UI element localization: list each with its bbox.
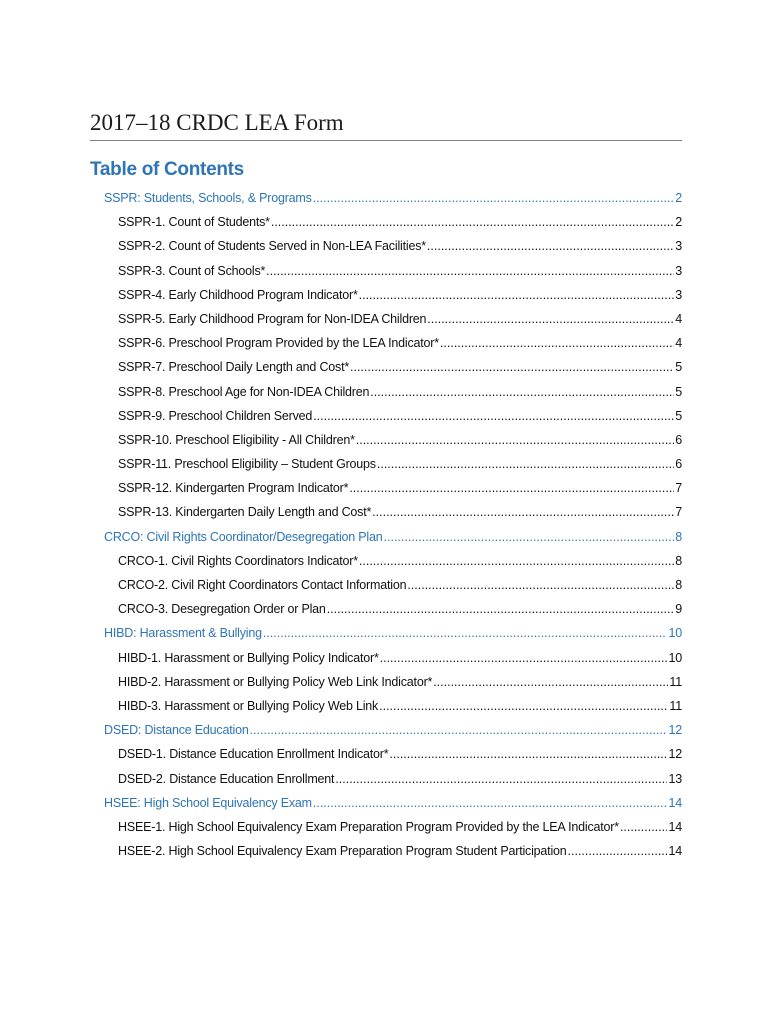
toc-dot-leader <box>370 385 674 399</box>
toc-page-number: 5 <box>675 384 682 399</box>
toc-entry-label: CRCO-1. Civil Rights Coordinators Indicator* <box>118 553 358 568</box>
toc-page-number: 8 <box>675 578 682 592</box>
toc-dot-leader <box>384 530 675 544</box>
toc-section-link[interactable] <box>90 723 682 747</box>
toc-dot-leader <box>440 336 674 350</box>
document-title: 2017–18 CRDC LEA Form <box>90 108 682 141</box>
toc-dot-leader <box>620 820 668 834</box>
toc-dot-leader <box>263 626 668 640</box>
toc-dot-leader <box>568 844 668 858</box>
toc-subsection-link[interactable] <box>90 360 682 384</box>
toc-dot-leader <box>372 505 674 519</box>
toc-entry-label: HSEE: High School Equivalency Exam <box>104 795 312 810</box>
toc-page-number: 14 <box>668 819 682 834</box>
toc-page-number: 14 <box>668 795 682 810</box>
toc-subsection-link[interactable] <box>90 409 682 433</box>
toc-subsection-link[interactable] <box>90 675 682 699</box>
toc-page-number: 10 <box>668 650 682 665</box>
toc-page-number: 4 <box>675 311 682 326</box>
toc-heading: Table of Contents <box>90 159 244 180</box>
toc-subsection-link[interactable] <box>90 578 682 602</box>
toc-section-link[interactable] <box>90 191 682 215</box>
toc-subsection-link[interactable] <box>90 312 682 336</box>
toc-subsection-link[interactable] <box>90 844 682 868</box>
document-page <box>90 108 682 868</box>
toc-dot-leader <box>389 747 667 761</box>
toc-subsection-link[interactable] <box>90 433 682 457</box>
toc-dot-leader <box>427 239 674 253</box>
toc-subsection-link[interactable] <box>90 602 682 626</box>
toc-page-number: 4 <box>675 336 682 351</box>
toc-entry-label: SSPR-5. Early Childhood Program for Non-IDEA Children <box>118 311 427 326</box>
toc-subsection-link[interactable] <box>90 385 682 409</box>
toc-page-number: 11 <box>669 698 682 713</box>
toc-entry-label: SSPR-12. Kindergarten Program Indicator* <box>118 481 349 496</box>
toc-list <box>90 191 682 868</box>
toc-dot-leader <box>271 215 674 229</box>
toc-subsection-link[interactable] <box>90 457 682 481</box>
toc-dot-leader <box>379 699 668 713</box>
toc-page-number: 7 <box>675 505 682 520</box>
toc-page-number: 6 <box>675 432 682 447</box>
toc-dot-leader <box>327 602 675 616</box>
toc-entry-label: HIBD-3. Harassment or Bullying Policy Web Link <box>118 698 379 713</box>
toc-page-number: 2 <box>675 191 682 205</box>
toc-dot-leader <box>266 264 674 278</box>
toc-subsection-link[interactable] <box>90 554 682 578</box>
toc-page-number: 13 <box>668 771 682 786</box>
toc-dot-leader <box>350 360 674 374</box>
toc-subsection-link[interactable] <box>90 772 682 796</box>
toc-page-number: 3 <box>675 239 682 254</box>
toc-section-link[interactable] <box>90 796 682 820</box>
toc-dot-leader <box>407 578 674 592</box>
toc-page-number: 2 <box>675 215 682 230</box>
toc-entry-label: CRCO-2. Civil Right Coordinators Contact Information <box>118 578 407 592</box>
toc-dot-leader <box>377 457 674 471</box>
toc-dot-leader <box>313 409 674 423</box>
toc-entry-label: SSPR-4. Early Childhood Program Indicator* <box>118 287 358 302</box>
toc-entry-label: SSPR-10. Preschool Eligibility - All Children* <box>118 432 355 447</box>
toc-entry-label: SSPR-3. Count of Schools* <box>118 263 266 278</box>
toc-entry-label: DSED-2. Distance Education Enrollment <box>118 771 335 786</box>
toc-page-number: 5 <box>675 408 682 423</box>
toc-subsection-link[interactable] <box>90 264 682 288</box>
toc-dot-leader <box>359 288 675 302</box>
toc-entry-label: SSPR-1. Count of Students* <box>118 215 270 230</box>
toc-entry-label: SSPR: Students, Schools, & Programs <box>104 191 312 205</box>
toc-page-number: 11 <box>669 674 682 689</box>
toc-page-number: 3 <box>675 263 682 278</box>
toc-subsection-link[interactable] <box>90 481 682 505</box>
toc-dot-leader <box>359 554 674 568</box>
toc-entry-label: SSPR-7. Preschool Daily Length and Cost* <box>118 360 350 375</box>
toc-entry-label: DSED: Distance Education <box>104 723 249 738</box>
toc-entry-label: SSPR-9. Preschool Children Served <box>118 408 313 423</box>
toc-subsection-link[interactable] <box>90 505 682 529</box>
toc-dot-leader <box>313 191 675 205</box>
toc-entry-label: HIBD-1. Harassment or Bullying Policy Indicator* <box>118 650 379 665</box>
toc-page-number: 9 <box>675 602 682 617</box>
toc-entry-label: SSPR-13. Kindergarten Daily Length and Cost* <box>118 505 372 520</box>
toc-subsection-link[interactable] <box>90 699 682 723</box>
toc-section-link[interactable] <box>90 626 682 650</box>
toc-page-number: 12 <box>668 747 682 762</box>
toc-entry-label: SSPR-6. Preschool Program Provided by the LEA Indicator* <box>118 336 439 351</box>
toc-entry-label: HSEE-2. High School Equivalency Exam Preparation Program Student Participation <box>118 844 567 859</box>
toc-subsection-link[interactable] <box>90 747 682 771</box>
toc-dot-leader <box>349 481 674 495</box>
toc-subsection-link[interactable] <box>90 820 682 844</box>
toc-section-link[interactable] <box>90 530 682 554</box>
toc-page-number: 12 <box>668 723 682 738</box>
toc-dot-leader <box>427 312 674 326</box>
toc-entry-label: HSEE-1. High School Equivalency Exam Preparation Program Provided by the LEA Indicator* <box>118 819 619 834</box>
toc-subsection-link[interactable] <box>90 651 682 675</box>
toc-page-number: 3 <box>675 287 682 302</box>
toc-dot-leader <box>380 651 668 665</box>
toc-entry-label: CRCO: Civil Rights Coordinator/Desegregation Plan <box>104 529 383 544</box>
toc-subsection-link[interactable] <box>90 336 682 360</box>
toc-page-number: 5 <box>675 360 682 375</box>
toc-entry-label: HIBD-2. Harassment or Bullying Policy Web Link Indicator* <box>118 674 433 689</box>
toc-dot-leader <box>356 433 674 447</box>
toc-entry-label: CRCO-3. Desegregation Order or Plan <box>118 602 326 617</box>
toc-page-number: 14 <box>668 844 682 859</box>
toc-entry-label: SSPR-8. Preschool Age for Non-IDEA Children <box>118 384 370 399</box>
toc-page-number: 8 <box>675 553 682 568</box>
toc-page-number: 7 <box>675 481 682 496</box>
toc-page-number: 6 <box>675 457 682 472</box>
toc-entry-label: SSPR-2. Count of Students Served in Non-LEA Facilities* <box>118 239 426 254</box>
toc-subsection-link[interactable] <box>90 239 682 263</box>
toc-dot-leader <box>335 772 667 786</box>
toc-page-number: 8 <box>675 529 682 544</box>
toc-dot-leader <box>250 723 668 737</box>
toc-entry-label: HIBD: Harassment & Bullying <box>104 626 262 641</box>
toc-dot-leader <box>433 675 668 689</box>
toc-dot-leader <box>313 796 668 810</box>
toc-entry-label: DSED-1. Distance Education Enrollment Indicator* <box>118 747 389 762</box>
toc-entry-label: SSPR-11. Preschool Eligibility – Student Groups <box>118 457 376 472</box>
toc-subsection-link[interactable] <box>90 288 682 312</box>
toc-page-number: 10 <box>668 626 682 641</box>
toc-subsection-link[interactable] <box>90 215 682 239</box>
